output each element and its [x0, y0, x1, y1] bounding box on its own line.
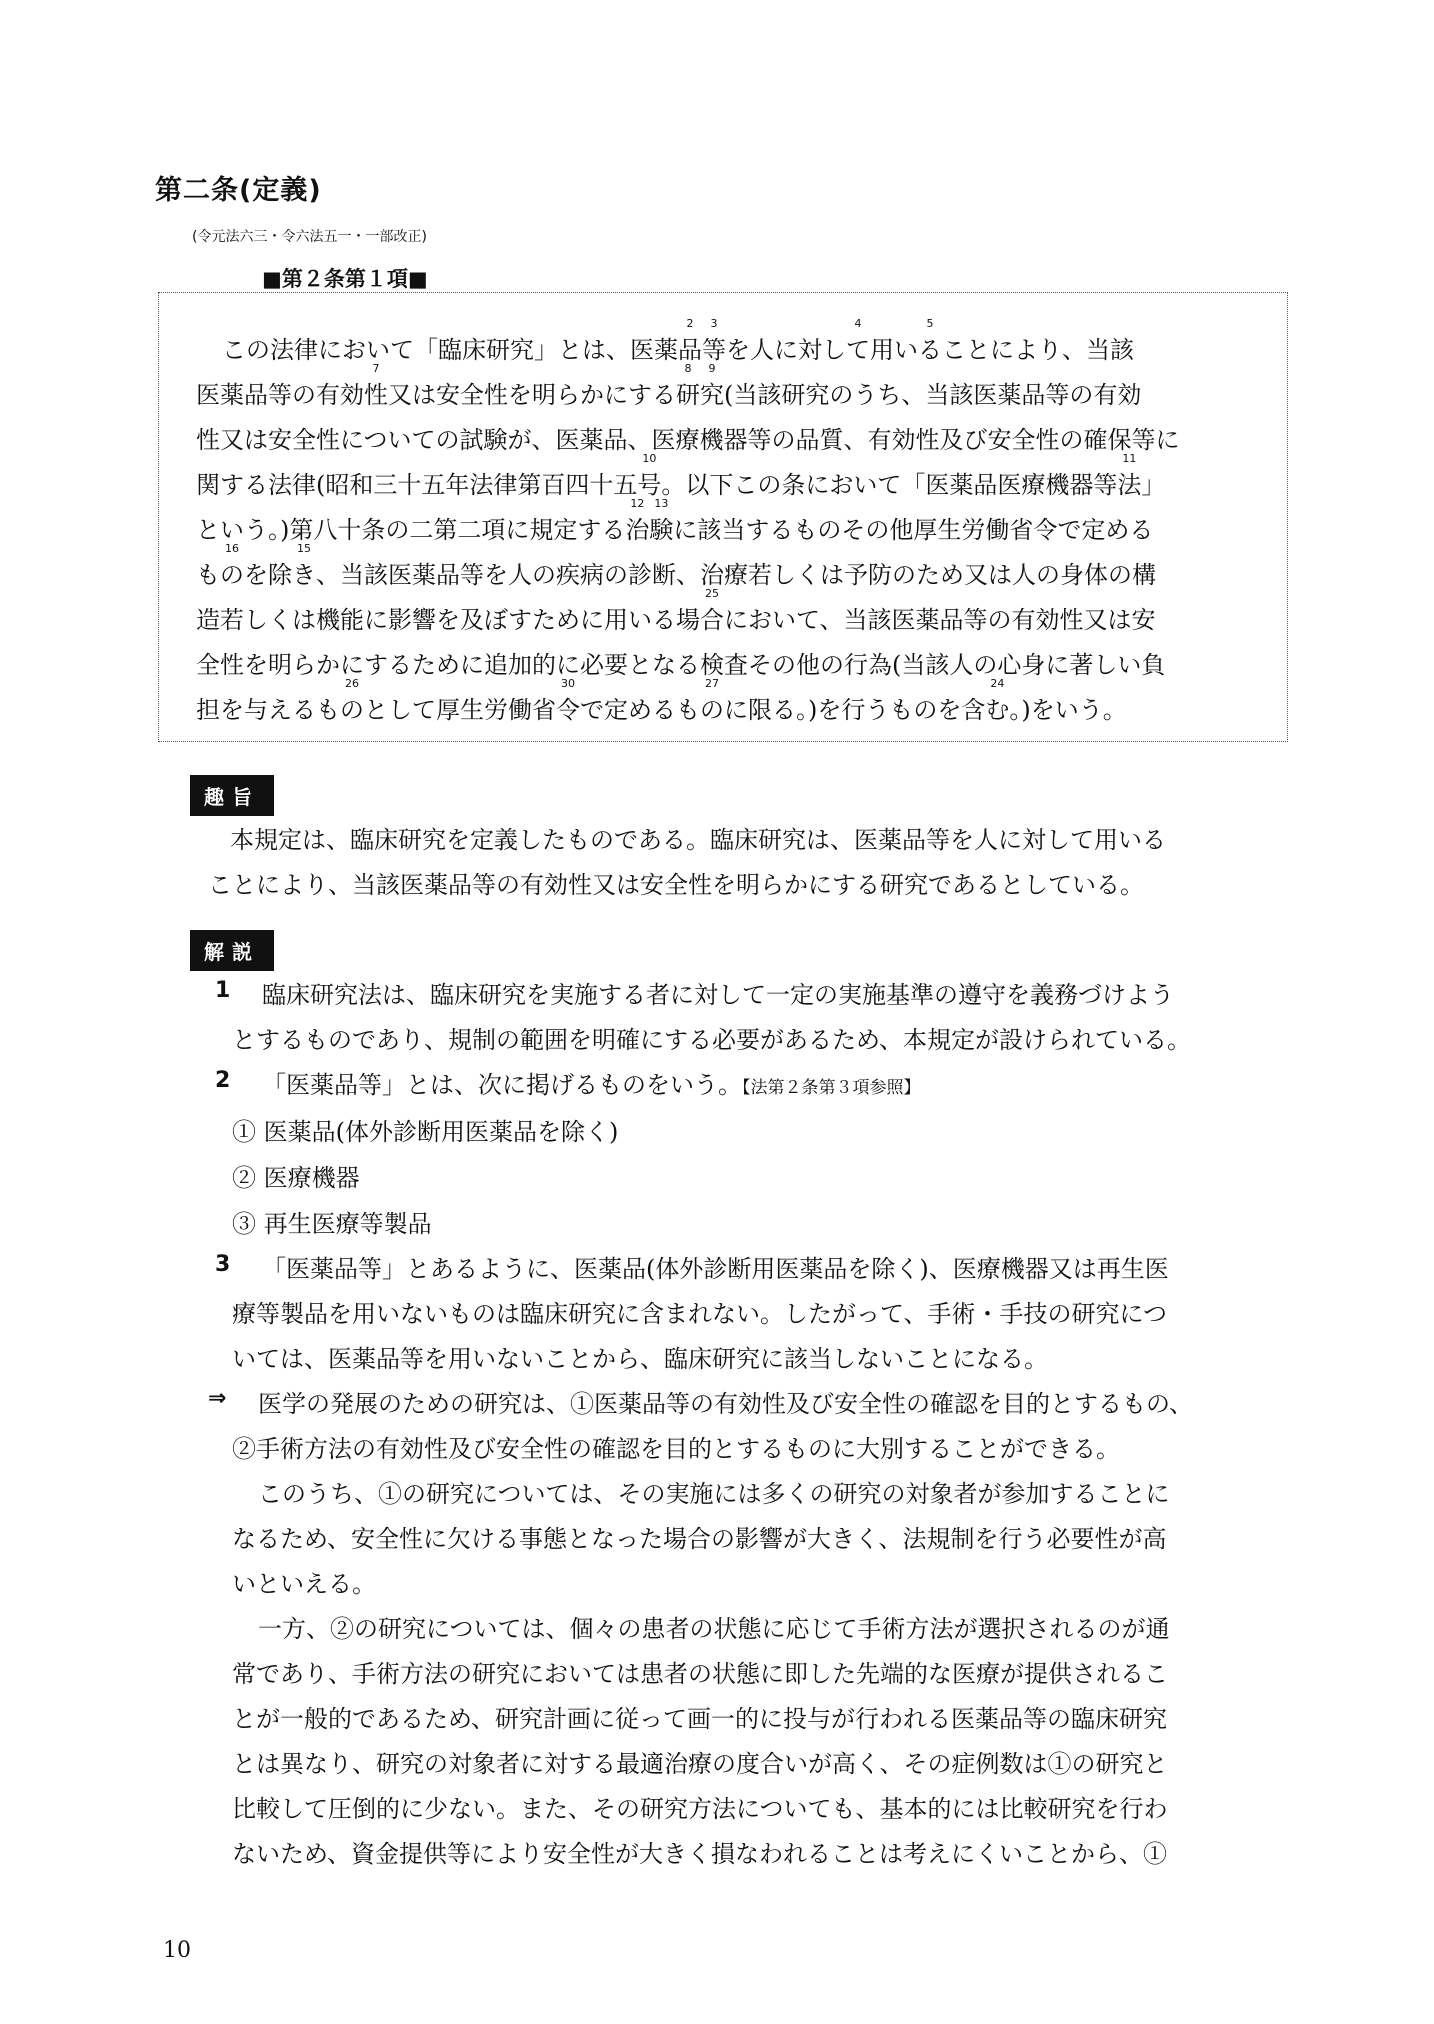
annotated-char: 等 3 [702, 317, 726, 364]
kaisetsu-tag: 解説 [190, 930, 274, 971]
annotation-number: 30 [561, 677, 575, 690]
annotated-char: 研 8 [676, 362, 700, 409]
law-reference: 【法第２条第３項参照】 [742, 1078, 921, 1098]
annotated-char: 号 10 [637, 452, 662, 499]
statute-line: この法律において「臨床研究」とは、医薬品 2 等 3 を人に対して 4 用いる 5 ことにより、当該 [222, 317, 1134, 364]
page-number: 10 [163, 1938, 191, 1963]
statute-line: 全性を明らかにするために追加的に必要となる検査その他の行為(当該人の心身に著しい負 [196, 651, 1166, 679]
annotated-char: て 4 [846, 317, 870, 364]
item2-line: 「医薬品等」とは、次に掲げるものをいう。【法第２条第３項参照】 [262, 1071, 921, 1099]
annotated-char: 品 2 [678, 317, 702, 364]
annotation-number: 4 [854, 317, 862, 330]
annotation-number: 16 [225, 542, 239, 555]
annotation-number: 15 [297, 542, 311, 555]
item1-line: とするものであり、規制の範囲を明確にする必要があるため、本規定が設けられている。 [232, 1026, 1192, 1054]
annotation-number: 10 [642, 452, 657, 465]
annotation-number: 8 [684, 362, 692, 375]
article-title: 第二条(定義) [155, 175, 322, 206]
statute-line: という。)第八十条の二第二項に規定する治 12 験 13 に該当するものその他厚生労働省令で定める [196, 497, 1154, 544]
statute-line: 医薬品等の有効性 7 又は安全性を明らかにする研 8 究 9 (当該研究のうち、当該医薬品等の有効 [196, 362, 1142, 409]
list-item: ② 医療機器 [232, 1164, 360, 1192]
para2-line: とは異なり、研究の対象者に対する最適治療の度合いが高く、その症例数は①の研究と [232, 1750, 1168, 1778]
shushi-line: ことにより、当該医薬品等の有効性又は安全性を明らかにする研究であるとしている。 [208, 871, 1144, 899]
item-number: 3 [215, 1252, 231, 1277]
annotation-number: 24 [990, 677, 1005, 690]
item-number: 2 [215, 1068, 231, 1093]
para1-line: いといえる。 [232, 1570, 376, 1598]
statute-line: 造若しくは機能に影響を及ぼすために用いる場合 25 において、当該医薬品等の有効性又は安 [196, 587, 1156, 634]
annotated-char: 究 9 [700, 362, 724, 409]
annotation-number: 9 [708, 362, 716, 375]
para1-line: なるため、安全性に欠ける事態となった場合の影響が大きく、法規制を行う必要性が高 [232, 1525, 1167, 1553]
annotated-char: き 15 [292, 542, 316, 589]
paragraph-label: ■第２条第１項■ [262, 267, 428, 291]
item3-line: いては、医薬品等を用いないことから、臨床研究に該当しないことになる。 [232, 1345, 1048, 1373]
statute-line: 性又は安全性についての試験が、医薬品、医療機器等の品質、有効性及び安全性の確保等に [196, 426, 1180, 454]
arrow-mark: ⇒ [208, 1386, 227, 1411]
item3-line: 「医薬品等」とあるように、医薬品(体外診断用医薬品を除く)、医療機器又は再生医 [262, 1255, 1169, 1283]
annotation-number: 12 [630, 497, 645, 510]
annotated-char: の 16 [220, 542, 244, 589]
arrow-line: 医学の発展のための研究は、①医薬品等の有効性及び安全性の確認を目的とするもの、 [258, 1390, 1194, 1418]
item1-line: 臨床研究法は、臨床研究を実施する者に対して一定の実施基準の遵守を義務づけよう [262, 981, 1174, 1009]
annotation-number: 11 [1122, 452, 1137, 465]
annotation-number: 27 [705, 677, 719, 690]
statute-line: もの 16 を除き 15 、当該医薬品等を人の疾病の診断、治療若しくは予防のため又は人の身体の構 [196, 542, 1156, 589]
para1-line: このうち、①の研究については、その実施には多くの研究の対象者が参加することに [258, 1480, 1170, 1508]
item-number: 1 [215, 978, 231, 1003]
annotated-char: る 5 [918, 317, 942, 364]
item3-line: 療等製品を用いないものは臨床研究に含まれない。したがって、手術・手技の研究につ [232, 1300, 1168, 1328]
para2-line: 常であり、手術方法の研究においては患者の状態に即した先端的な医療が提供されるこ [232, 1660, 1168, 1688]
annotated-char: の 26 [340, 677, 364, 724]
annotation-number: 3 [710, 317, 718, 330]
annotated-char: む 24 [985, 677, 1010, 724]
revision-note: (令元法六三・令六法五一・一部改正) [192, 229, 427, 245]
annotated-char: 法 11 [1117, 452, 1142, 499]
shushi-tag: 趣旨 [190, 775, 274, 816]
annotation-number: 25 [705, 587, 719, 600]
annotated-char: の 27 [700, 677, 724, 724]
para2-line: とが一般的であるため、研究計画に従って画一的に投与が行われる医薬品等の臨床研究 [232, 1705, 1168, 1733]
annotation-number: 5 [926, 317, 934, 330]
annotation-number: 13 [654, 497, 669, 510]
para2-line: 比較して圧倒的に少ない。また、その研究方法についても、基本的には比較研究を行わ [232, 1795, 1168, 1823]
shushi-line: 本規定は、臨床研究を定義したものである。臨床研究は、医薬品等を人に対して用いる [230, 826, 1166, 854]
para2-line: ないため、資金提供等により安全性が大きく損なわれることは考えにくいことから、① [232, 1840, 1168, 1868]
para2-line: 一方、②の研究については、個々の患者の状態に応じて手術方法が選択されるのが通 [258, 1615, 1170, 1643]
annotation-number: 7 [372, 362, 380, 375]
annotation-number: 26 [345, 677, 359, 690]
annotation-number: 2 [686, 317, 694, 330]
annotated-char: 性 7 [364, 362, 388, 409]
annotated-char: 令 30 [556, 677, 580, 724]
list-item: ① 医薬品(体外診断用医薬品を除く) [232, 1118, 619, 1146]
statute-line: 関する法律(昭和三十五年法律第百四十五号 10 。以下この条において「医薬品医療機器等法 11 」 [196, 452, 1166, 499]
annotated-char: 験 13 [649, 497, 674, 544]
arrow-line: ②手術方法の有効性及び安全性の確認を目的とするものに大別することができる。 [232, 1435, 1120, 1463]
list-item: ③ 再生医療等製品 [232, 1210, 432, 1238]
annotated-char: 合 25 [700, 587, 724, 634]
annotated-char: 治 12 [625, 497, 650, 544]
statute-line: 担を与えるもの 26 として厚生労働省令 30 で定めるもの 27 に限る。)を行うものを含む 24 。)をいう。 [196, 677, 1127, 724]
